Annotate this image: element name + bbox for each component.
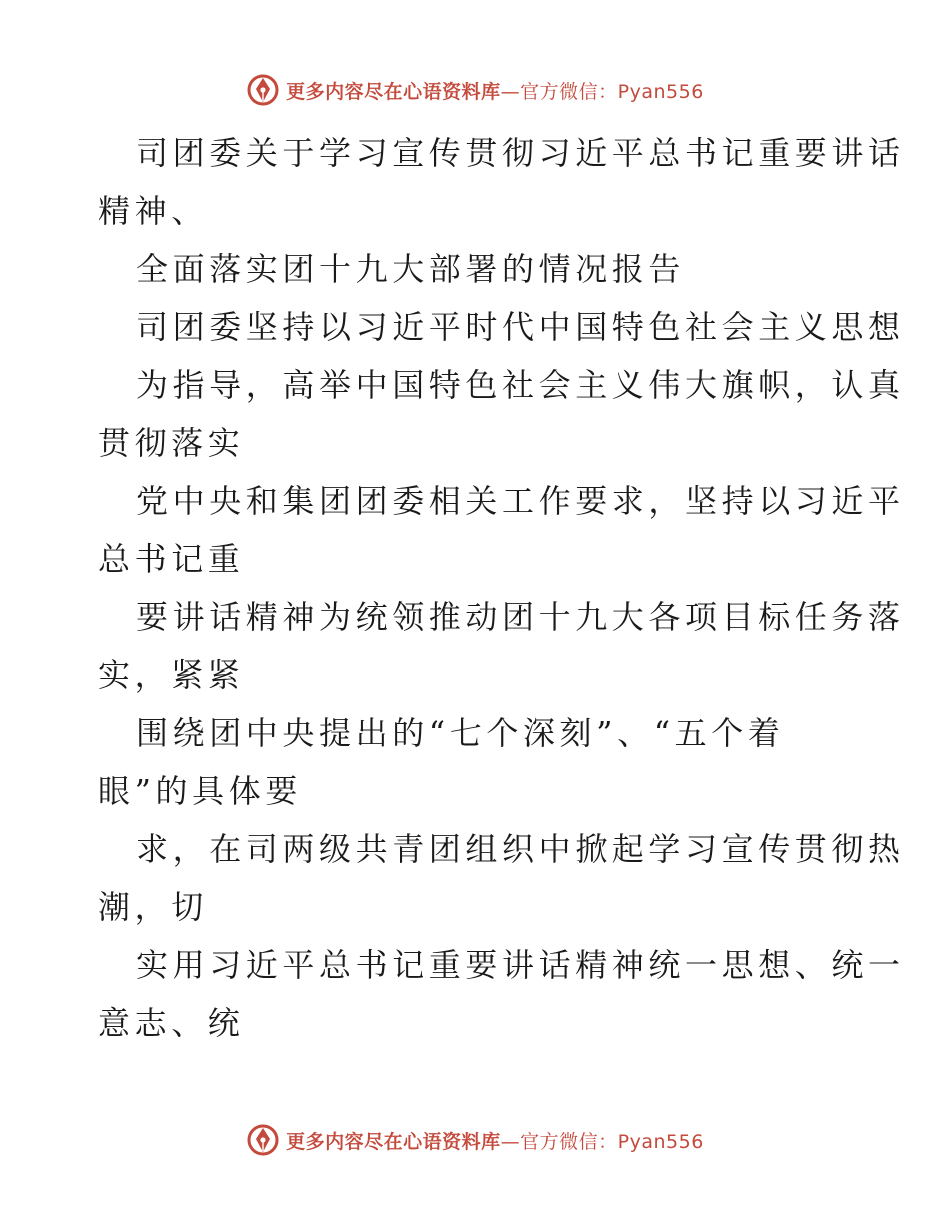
document-body <box>98 124 905 1052</box>
paragraph-line: 实，紧紧 <box>98 656 245 694</box>
watermark-suffix: 官方微信：Pyan556 <box>520 1130 704 1153</box>
watermark-main: 更多内容尽在心语资料库 <box>286 1130 501 1153</box>
paragraph-line: 求，在司两级共青团组织中掀起学习宣传贯彻热 <box>136 830 905 868</box>
paragraph-line: 司团委坚持以习近平时代中国特色社会主义思想 <box>136 308 905 346</box>
paragraph-line: 贯彻落实 <box>98 424 245 462</box>
paragraph-line: 党中央和集团团委相关工作要求，坚持以习近平 <box>136 482 905 520</box>
paragraph-line: 全面落实团十九大部署的情况报告 <box>136 250 686 288</box>
pen-nib-circle-icon <box>246 1123 280 1157</box>
watermark-text <box>286 1127 704 1154</box>
paragraph-line: 司团委关于学习宣传贯彻习近平总书记重要讲话 <box>136 134 905 172</box>
header-watermark <box>0 70 950 110</box>
paragraph-line: 要讲话精神为统领推动团十九大各项目标任务落 <box>136 598 905 636</box>
watermark-separator: — <box>500 1130 521 1153</box>
pen-nib-circle-icon <box>246 73 280 107</box>
paragraph-line: 潮，切 <box>98 888 208 926</box>
footer-watermark <box>0 1120 950 1160</box>
paragraph-line: 眼”的具体要 <box>98 772 302 810</box>
paragraph-line: 为指导，高举中国特色社会主义伟大旗帜，认真 <box>136 366 905 404</box>
watermark-main: 更多内容尽在心语资料库 <box>286 80 501 103</box>
watermark-text <box>286 77 704 104</box>
paragraph-line: 总书记重 <box>98 540 245 578</box>
watermark-suffix: 官方微信：Pyan556 <box>520 80 704 103</box>
paragraph-line: 围绕团中央提出的“七个深刻”、“五个着 <box>136 714 785 752</box>
paragraph-line: 实用习近平总书记重要讲话精神统一思想、统一 <box>136 946 905 984</box>
paragraph-line: 精神、 <box>98 192 208 230</box>
paragraph-line: 意志、统 <box>98 1004 245 1042</box>
watermark-separator: — <box>500 80 521 103</box>
